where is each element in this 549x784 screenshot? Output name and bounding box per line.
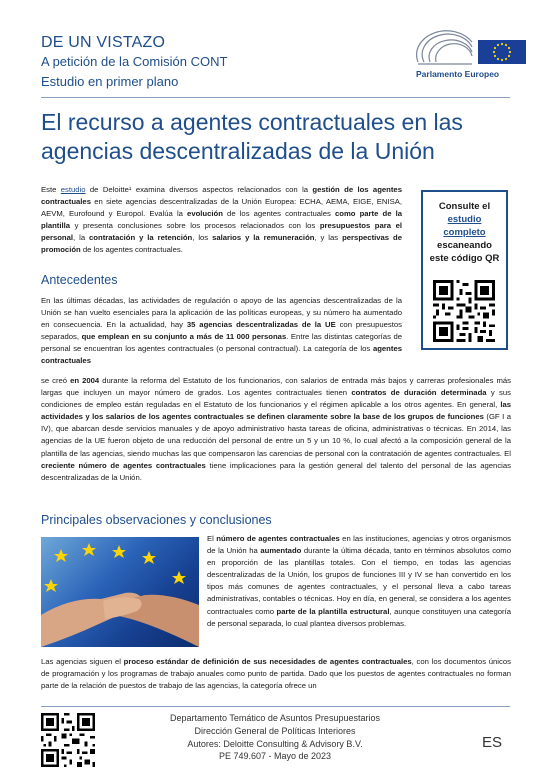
findings-paragraph-1: El número de agentes contractuales en las instituciones, agencias y otros organismos de la Unión ha aumentado durante la última década, tanto en términos absolutos como en proporción de las plantillas totales. Con el tiempo, en todas las agencias descentralizadas de la Unión, los grupos de funciones III y IV se han convertido en los tipos más comunes de agentes contractuales, y el personal lleva a cabo tareas administrativas, contables o técnicas. Hoy en día, en general, se considera a los agentes contractuales como parte de la plantilla estructural, aunque constituyen una categoría de personal separada, lo cual plantea diversos problemas.: [207, 534, 511, 628]
qr-callout-text: Consulte el estudio completo escaneando este código QR: [429, 201, 500, 264]
page-title: El recurso a agentes contractuales en las agencias descentralizadas de la Unión: [41, 109, 463, 164]
footer-authors: Autores: Deloitte Consulting & Advisory B.V.: [187, 738, 363, 749]
qr-callout: [421, 190, 508, 350]
footer-divider: [41, 706, 510, 707]
hemicycle-icon: [417, 31, 472, 64]
language-code: ES: [482, 734, 503, 751]
kicker: DE UN VISTAZO: [41, 34, 166, 51]
footer-directorate: Dirección General de Políticas Interiores: [194, 725, 356, 736]
handshake-illustration: [41, 537, 199, 647]
qr-code-icon[interactable]: [433, 280, 495, 342]
footer-reference: PE 749.607 - Mayo de 2023: [218, 751, 332, 762]
findings-paragraph-2: Las agencias siguen el proceso estándar de definición de sus necesidades de agentes contractuales, con los documentos únicos de programación y los programas de trabajo anuales como punto de partida. Dado que los puestos de agentes contractuales no forman parte de la relación de puestos de trabajo de las agencias, la categoría ofrece un: [41, 657, 511, 691]
qr-complete-link[interactable]: completo: [443, 227, 486, 238]
header-divider: [41, 97, 510, 98]
qr-study-link[interactable]: estudio: [447, 214, 482, 225]
background-paragraph-2: se creó en 2004 durante la reforma del Estatuto de los funcionarios, con salarios de entrada más bajos y carreras profesionales más largas que incluyen un mayor número de grados. Los agentes contractuales tienen contratos de duración determinada y sus condiciones de empleo están reguladas en el Estatuto de los funcionarios y el régimen aplicable a los otros agentes. En general, las actividades y los salarios de los agentes contractuales se definen claramente sobre la base de los grupos de funciones (GF I a IV), que abarcan desde servicios manuales y de apoyo administrativo hasta tareas de oficina, administrativas o técnicas. En 2014, las agencias de la UE fueron objeto de una reducción del personal de entre un 5 y un 10 %, lo cual afectó a la composición general de la plantilla de las agencias, siendo muchas las que compensaron las carencias de personal con la contratación de agentes contractuales. El creciente número de agentes contractuales tiene implicaciones para la gestión general del talento del personal de las agencias descentralizadas de la Unión.: [41, 376, 512, 482]
footer-qr-code-icon[interactable]: [41, 713, 95, 767]
intro-paragraph: Este estudio de Deloitte¹ examina diversos aspectos relacionados con la gestión de los agentes contractuales en siete agencias descentralizadas de la Unión Europea: ECHA, AEMA, EIGE, ENISA, AEVM, Eurofound y Europol. Evalúa la evolución de los agentes contractuales como parte de la plantilla y presenta conclusiones sobre los procesos relacionados con los presupuestos para el personal, la contratación y la retención, los salarios y la remuneración, y las perspectivas de promoción de los agentes contractuales.: [41, 185, 402, 255]
series-label: Estudio en primer plano: [41, 74, 179, 89]
section-heading-background: Antecedentes: [41, 273, 118, 287]
requester: A petición de la Comisión CONT: [41, 54, 228, 69]
footer-department: Departamento Temático de Asuntos Presupuestarios: [170, 713, 380, 723]
logo-text: Parlamento Europeo: [416, 69, 500, 79]
background-paragraph-1: En las últimas décadas, las actividades de regulación o apoyo de las agencias descentralizadas de la Unión se han vuelto esenciales para la aplicación de las políticas europeas, y su número ha aumentado en consecuencia. En la actualidad, hay 35 agencias descentralizadas de la UE con presupuestos separados, que emplean en su conjunto a más de 11 000 personas. Entre las distintas categorías de personal se encuentran los agentes contractuales (o personal contractual). La categoría de los agentes contractuales: [41, 296, 403, 366]
handshake-eu-flag-image: [41, 537, 199, 647]
section-heading-findings: Principales observaciones y conclusiones: [41, 513, 272, 527]
footer-credits: [130, 712, 420, 763]
study-link[interactable]: estudio: [60, 185, 86, 194]
